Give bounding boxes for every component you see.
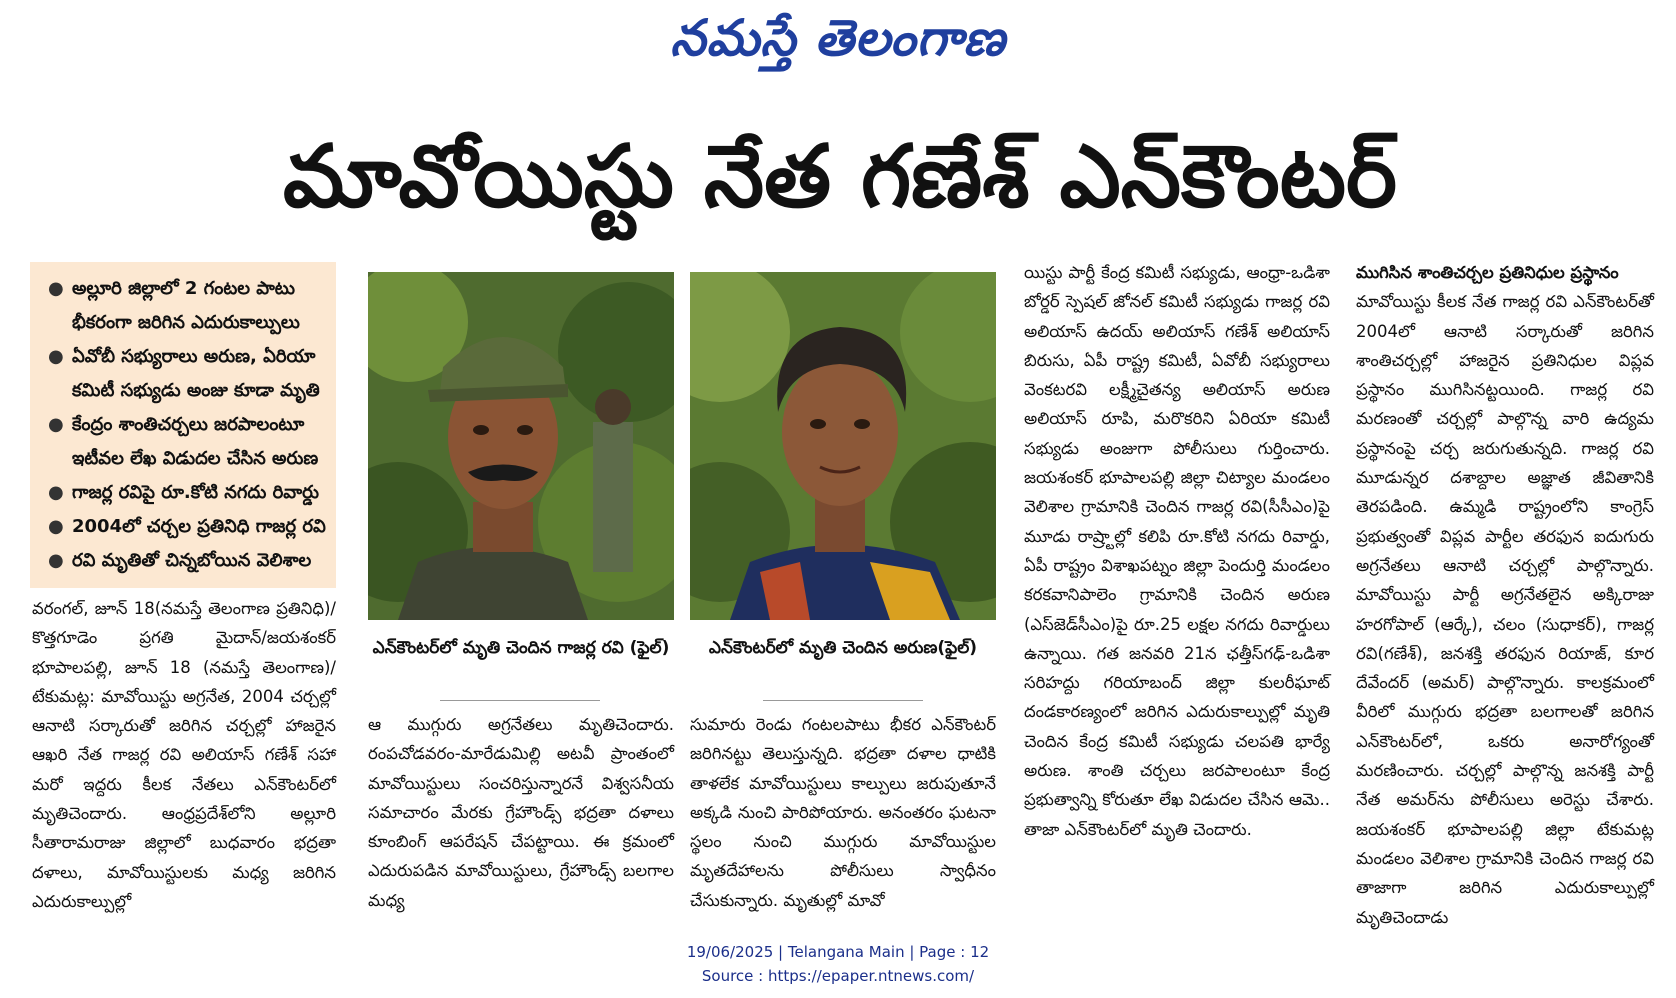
headline: మావోయిస్టు నేత గణేశ్ ఎన్‌కౌంటర్ (283, 127, 1397, 227)
highlight-text: కేంద్రం శాంతిచర్చలు జరపాలంటూ ఇటీవల లేఖ విడుదల చేసిన అరుణ (72, 414, 319, 469)
highlights-box (30, 262, 336, 588)
article-column-3 (690, 710, 996, 915)
footer-source-link[interactable]: Source : https://epaper.ntnews.com/ (701, 967, 975, 985)
highlight-item (42, 340, 328, 408)
highlight-item (42, 408, 328, 476)
masthead-logo: నమస్తే తెలంగాణ (670, 8, 1006, 67)
footer-date-page: 19/06/2025 | Telangana Main | Page : 12 (686, 943, 990, 961)
highlight-text: అల్లూరి జిల్లాలో 2 గంటల పాటు భీకరంగా జరిగిన ఎదురుకాల్పులు (72, 278, 300, 333)
bullet-icon: ● (48, 346, 64, 367)
page-footer (0, 940, 1676, 988)
bullet-icon: ● (48, 516, 64, 537)
bullet-icon: ● (48, 482, 64, 503)
column-text: సుమారు రెండు గంటలపాటు భీకర ఎన్‌కౌంటర్ జరిగినట్టు తెలుస్తున్నది. భద్రతా దళాల ధాటికి తాళలేక మావోయిస్టులు కాల్పులు జరుపుతూనే అక్కడి నుంచి పారిపోయారు. అనంతరం ఘటనా స్థలం నుంచి ముగ్గురు మావోయిస్టుల మృతదేహాలను పోలీసులు స్వాధీనం చేసుకున్నారు. మృతుల్లో మావో (690, 715, 996, 910)
highlight-item (42, 272, 328, 340)
caption-divider (440, 700, 600, 701)
column-text: యిస్టు పార్టీ కేంద్ర కమిటీ సభ్యుడు, ఆంధ్రా-ఒడిశా బోర్డర్ స్పెషల్ జోనల్ కమిటీ సభ్యుడు గాజర్ల రవి అలియాస్ ఉదయ్ అలియాస్ గణేశ్ అలియాస్ బిరుసు, ఏపీ రాష్ట్ర కమిటీ, ఏవోబీ సభ్యురాలు వెంకటరవి లక్ష్మీచైతన్య అలియాస్ అరుణ అలియాస్ రూపి, మరొకరిని ఏరియా కమిటీ సభ్యుడు అంజుగా పోలీసులు గుర్తించారు. జయశంకర్ భూపాలపల్లి జిల్లా చిట్యాల మండలం వెలిశాల గ్రామానికి చెందిన గాజర్ల రవి(సీసీఎం)పై మూడు రాష్ర్టాల్లో కలిపి రూ.కోటి నగదు రివార్డు, ఏపీ రాష్ట్రం విశాఖపట్నం జిల్లా పెందుర్తి మండలం కరకవానిపాలెం గ్రామానికి చెందిన అరుణ (ఎస్‌జెడ్‌సీఎం)పై రూ.25 లక్షల నగదు రివార్డులు ఉన్నాయి. గత జనవరి 21న ఛత్తీస్‌గఢ్-ఒడిశా సరిహద్దు గరియాబంద్ జిల్లా కులరీఘాట్ దండకారణ్యంలో జరిగిన ఎదురుకాల్పుల్లో మృతి చెందిన కేంద్ర కమిటీ సభ్యుడు చలపతి భార్యే అరుణ. శాంతి చర్చలు జరపాలంటూ కేంద్ర ప్రభుత్వాన్ని కోరుతూ లేఖ విడుదల చేసిన ఆమె.. తాజా ఎన్‌కౌంటర్‌లో మృతి చెందారు. (1024, 263, 1330, 839)
bullet-icon: ● (48, 414, 64, 435)
bullet-icon: ● (48, 278, 64, 299)
highlight-text: 2004లో చర్చల ప్రతినిధి గాజర్ల రవి (72, 516, 326, 537)
article-column-2 (368, 710, 674, 915)
bullet-icon: ● (48, 550, 64, 571)
highlight-item (42, 544, 328, 578)
article-column-1 (32, 594, 336, 916)
photo-aruna (690, 272, 996, 620)
article-column-4 (1024, 258, 1330, 844)
highlights-list (42, 272, 328, 578)
article-column-5 (1356, 258, 1654, 932)
column-text: వరంగల్, జూన్ 18(నమస్తే తెలంగాణ ప్రతినిధి)/కొత్తగూడెం ప్రగతి మైదాన్/జయశంకర్ భూపాలపల్లి, జూన్ 18 (నమస్తే తెలంగాణ)/టేకుమట్ల: మావోయిస్టు అగ్రనేత, 2004 చర్చల్లో ఆనాటి సర్కారుతో జరిగిన చర్చల్లో హాజరైన ఆఖరి నేత గాజర్ల రవి అలియాస్ గణేశ్ సహా మరో ఇద్దరు కీలక నేతలు ఎన్‌కౌంటర్‌లో మృతిచెందారు. ఆంధ్రప్రదేశ్‌లోని అల్లూరి సీతారామరాజు జిల్లాలో బుధవారం భద్రతా దళాలు, మావోయిస్టులకు మధ్య జరిగిన ఎదురుకాల్పుల్లో (32, 599, 336, 911)
column-subheading: ముగిసిన శాంతిచర్చల ప్రతినిధుల ప్రస్థానం (1356, 263, 1619, 282)
photo-gajarla-ravi (368, 272, 674, 620)
photo-caption-aruna: ఎన్‌కౌంటర్‌లో మృతి చెందిన అరుణ(ఫైల్) (708, 638, 978, 658)
column-text: మావోయిస్టు కీలక నేత గాజర్ల రవి ఎన్‌కౌంటర్‌తో 2004లో ఆనాటి సర్కారుతో జరిగిన శాంతిచర్చల్లో హాజరైన ప్రతినిధుల విప్లవ ప్రస్థానం ముగిసినట్టయింది. గాజర్ల రవి మరణంతో చర్చల్లో పాల్గొన్న వారి ఉద్యమ ప్రస్థానంపై చర్చ జరుగుతున్నది. గాజర్ల రవి మూడున్నర దశాబ్దాల అజ్ఞాత జీవితానికి తెరపడింది. ఉమ్మడి రాష్ట్రంలోని కాంగ్రెస్ ప్రభుత్వంతో విప్లవ పార్టీల తరఫున ఐదుగురు అగ్రనేతలు ఆనాటి చర్చల్లో పాల్గొన్నారు. మావోయిస్టు పార్టీ అగ్రనేతలైన అక్కిరాజు హరగోపాల్ (ఆర్కే), చలం (సుధాకర్), గాజర్ల రవి(గణేశ్), జనశక్తి తరఫున రియాజ్, కూర దేవేందర్ (అమర్) పాల్గొన్నారు. కాలక్రమంలో వీరిలో ముగ్గురు భద్రతా బలగాలతో జరిగిన ఎన్‌కౌంటర్‌లో, ఒకరు అనారోగ్యంతో మరణించారు. చర్చల్లో పాల్గొన్న జనశక్తి పార్టీ నేత అమర్‌ను పోలీసులు అరెస్టు చేశారు. జయశంకర్ భూపాలపల్లి జిల్లా టేకుమట్ల మండలం వెలిశాల గ్రామానికి చెందిన గాజర్ల రవి తాజాగా జరిగిన ఎదురుకాల్పుల్లో మృతిచెందాడు (1356, 292, 1654, 927)
photo-caption-ravi: ఎన్‌కౌంటర్‌లో మృతి చెందిన గాజర్ల రవి (ఫైల్) (372, 638, 670, 658)
highlight-text: రవి మృతితో చిన్నబోయిన వెలిశాల (72, 550, 312, 571)
highlight-text: ఏవోబీ సభ్యురాలు అరుణ, ఏరియా కమిటీ సభ్యుడు అంజు కూడా మృతి (72, 346, 320, 401)
highlight-item (42, 476, 328, 510)
column-text: ఆ ముగ్గురు అగ్రనేతలు మృతిచెందారు. రంపచోడవరం-మారేడుమిల్లి అటవీ ప్రాంతంలో మావోయిస్టులు సంచరిస్తున్నారనే విశ్వసనీయ సమాచారం మేరకు గ్రేహౌండ్స్ భద్రతా దళాలు కూంబింగ్ ఆపరేషన్ చేపట్టాయి. ఈ క్రమంలో ఎదురుపడిన మావోయిస్టులు, గ్రేహౌండ్స్ బలగాల మధ్య (368, 715, 674, 910)
highlight-item (42, 510, 328, 544)
highlight-text: గాజర్ల రవిపై రూ.కోటి నగదు రివార్డు (72, 482, 320, 503)
caption-divider (763, 700, 923, 701)
